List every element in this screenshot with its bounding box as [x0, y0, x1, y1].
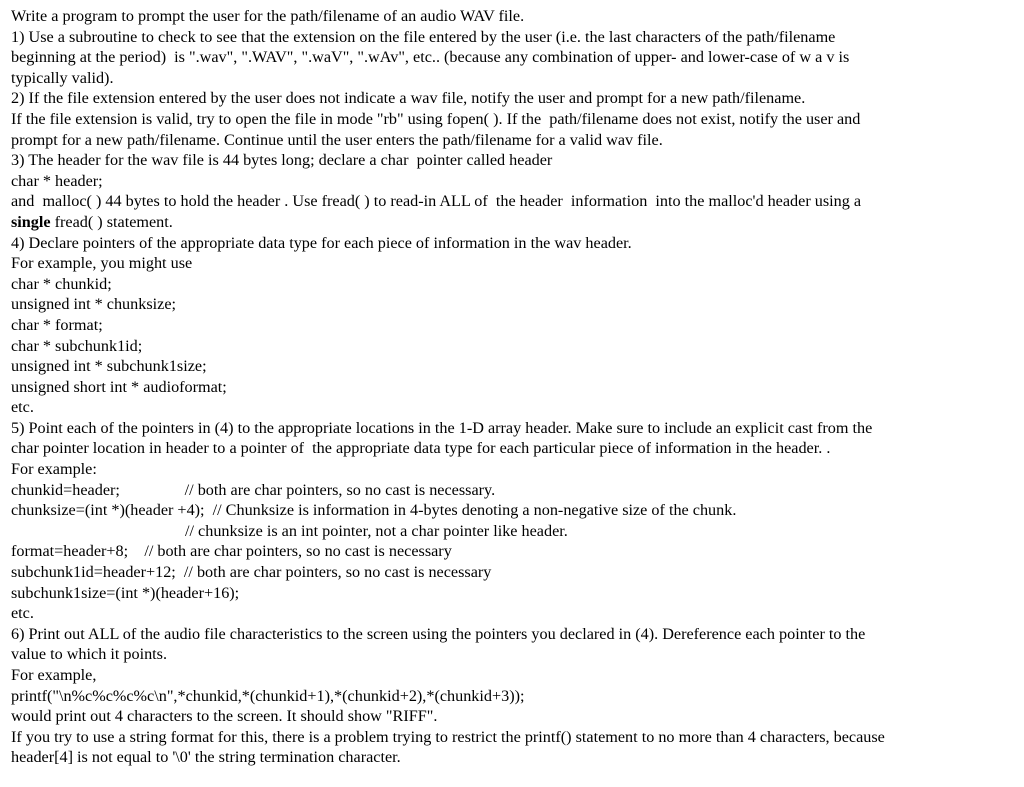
- text-line: subchunk1id=header+12; // both are char pointers, so no cast is necessary: [11, 563, 492, 582]
- text-line: For example:: [11, 460, 97, 479]
- text-line: If the file extension is valid, try to open the file in mode "rb" using fopen( ). If the path/filename does not exist, notify the user and: [11, 109, 861, 128]
- text-line: char * format;: [11, 315, 103, 334]
- text-fragment: fread( ) statement.: [50, 212, 173, 231]
- bold-word: single: [11, 212, 51, 231]
- text-line: etc.: [11, 604, 34, 623]
- text-line: etc.: [11, 398, 34, 417]
- text-line: header[4] is not equal to '\0' the string termination character.: [11, 748, 401, 767]
- text-line-mixed: [11, 212, 993, 233]
- text-line: 6) Print out ALL of the audio file characteristics to the screen using the pointers you declared in (4). Dereference each pointer to the: [11, 624, 866, 643]
- text-line: unsigned int * chunksize;: [11, 295, 176, 314]
- text-line: For example, you might use: [11, 254, 193, 273]
- text-line: 4) Declare pointers of the appropriate data type for each piece of information in the wav header.: [11, 233, 632, 252]
- text-line: value to which it points.: [11, 645, 168, 664]
- text-line: char * header;: [11, 171, 103, 190]
- text-line: chunksize=(int *)(header +4); // Chunksize is information in 4-bytes denoting a non-negative size of the chunk.: [11, 501, 737, 520]
- text-line: chunkid=header; // both are char pointers, so no cast is necessary.: [11, 480, 496, 499]
- text-line: would print out 4 characters to the screen. It should show "RIFF".: [11, 707, 438, 726]
- text-line: unsigned int * subchunk1size;: [11, 357, 207, 376]
- text-line: For example,: [11, 666, 97, 684]
- text-line: and malloc( ) 44 bytes to hold the header . Use fread( ) to read-in ALL of the header information into the malloc'd header using a: [11, 192, 862, 211]
- text-line: If you try to use a string format for this, there is a problem trying to restrict the printf() statement to no more than 4 characters, because: [11, 727, 885, 746]
- text-line: char * subchunk1id;: [11, 336, 143, 355]
- text-line: char pointer location in header to a pointer of the appropriate data type for each particular piece of information in the header. .: [11, 439, 831, 458]
- text-line: char * chunkid;: [11, 274, 112, 293]
- text-line: unsigned short int * audioformat;: [11, 377, 227, 396]
- text-line: 2) If the file extension entered by the user does not indicate a wav file, notify the user and prompt for a new path/filename.: [11, 89, 806, 108]
- text-line: format=header+8; // both are char pointers, so no cast is necessary: [11, 542, 452, 561]
- text-line: 3) The header for the wav file is 44 bytes long; declare a char pointer called header: [11, 151, 553, 170]
- text-line: printf("\n%c%c%c%c\n",*chunkid,*(chunkid+1),*(chunkid+2),*(chunkid+3));: [11, 686, 525, 705]
- text-line: typically valid).: [11, 68, 114, 87]
- text-line: prompt for a new path/filename. Continue until the user enters the path/filename for a valid wav file.: [11, 130, 663, 149]
- text-line: 5) Point each of the pointers in (4) to the appropriate locations in the 1-D array header. Make sure to include an explicit cast from the: [11, 418, 873, 437]
- text-line: // chunksize is an int pointer, not a char pointer like header.: [11, 521, 568, 540]
- text-line: subchunk1size=(int *)(header+16);: [11, 583, 240, 602]
- text-line: 1) Use a subroutine to check to see that the extension on the file entered by the user (i.e. the last characters of the path/filename: [11, 27, 836, 46]
- text-line: beginning at the period) is ".wav", ".WAV", ".waV", ".wAv", etc.. (because any combination of upper- and lower-case of w a v is: [11, 48, 850, 67]
- text-line: Write a program to prompt the user for the path/filename of an audio WAV file.: [11, 7, 525, 25]
